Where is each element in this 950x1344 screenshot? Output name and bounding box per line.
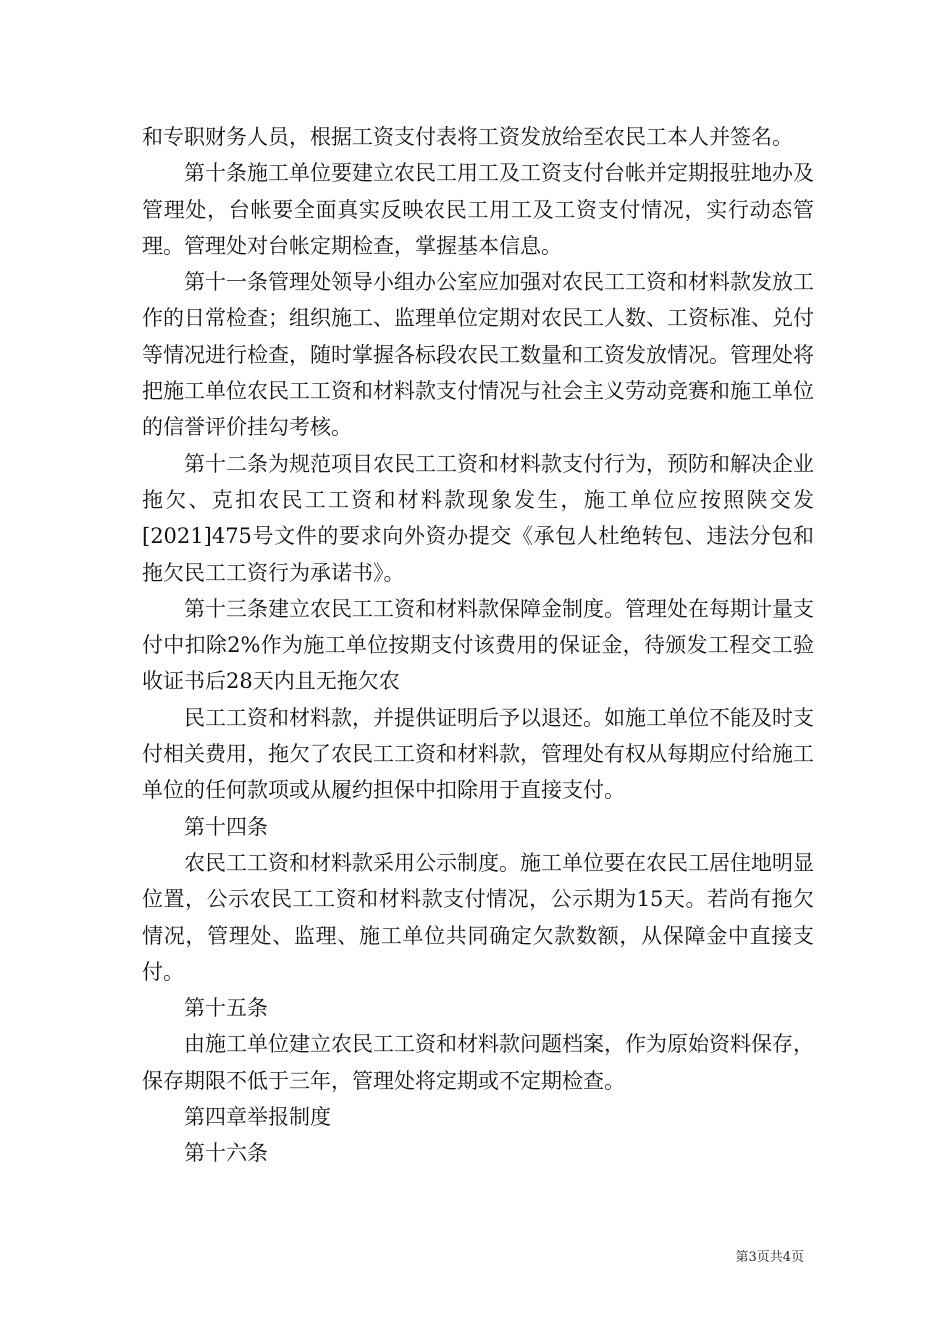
heading-article-14: 第十四条 (184, 814, 268, 839)
paragraph-article-13-continued: 民工工资和材料款，并提供证明后予以退还。如施工单位不能及时支付相关费用，拖欠了农民工工资和材料款，管理处有权从每期应付给施工单位的任何款项或从履约担保中扣除用于直接支付。 (142, 705, 814, 803)
page-number-footer: 第3页共4页 (735, 1250, 804, 1265)
paragraph-article-10: 第十条施工单位要建立农民工用工及工资支付台帐并定期报驻地办及管理处，台帐要全面真实反映农民工用工及工资支付情况，实行动态管理。管理处对台帐定期检查，掌握基本信息。 (142, 161, 814, 258)
heading-article-16: 第十六条 (184, 1141, 268, 1166)
paragraph-continuation: 和专职财务人员，根据工资支付表将工资发放给至农民工本人并签名。 (142, 125, 793, 149)
paragraph-article-14-body: 农民工工资和材料款采用公示制度。施工单位要在农民工居住地明显位置，公示农民工工资和材料款支付情况，公示期为15天。若尚有拖欠情况，管理处、监理、施工单位共同确定欠款数额，从保障金中直接支付。 (142, 850, 814, 984)
document-body (142, 119, 814, 1172)
paragraph-article-13: 第十三条建立农民工工资和材料款保障金制度。管理处在每期计量支付中扣除2%作为施工单位按期支付该费用的保证金，待颁发工程交工验收证书后28天内且无拖欠农 (142, 596, 814, 694)
heading-article-15: 第十五条 (184, 996, 268, 1021)
paragraph-article-15-body: 由施工单位建立农民工工资和材料款问题档案，作为原始资料保存，保存期限不低于三年，管理处将定期或不定期检查。 (142, 1032, 814, 1093)
paragraph-article-12: 第十二条为规范项目农民工工资和材料款支付行为，预防和解决企业拖欠、克扣农民工工资和材料款现象发生，施工单位应按照陕交发[2021]475号文件的要求向外资办提交《承包人杜绝转包、违法分包和拖欠民工工资行为承诺书》。 (142, 451, 814, 585)
paragraph-article-11: 第十一条管理处领导小组办公室应加强对农民工工资和材料款发放工作的日常检查；组织施工、监理单位定期对农民工人数、工资标准、兑付等情况进行检查，随时掌握各标段农民工数量和工资发放情况。管理处将把施工单位农民工工资和材料款支付情况与社会主义劳动竞赛和施工单位的信誉评价挂勾考核。 (142, 270, 814, 440)
heading-chapter-4: 第四章举报制度 (184, 1105, 331, 1130)
